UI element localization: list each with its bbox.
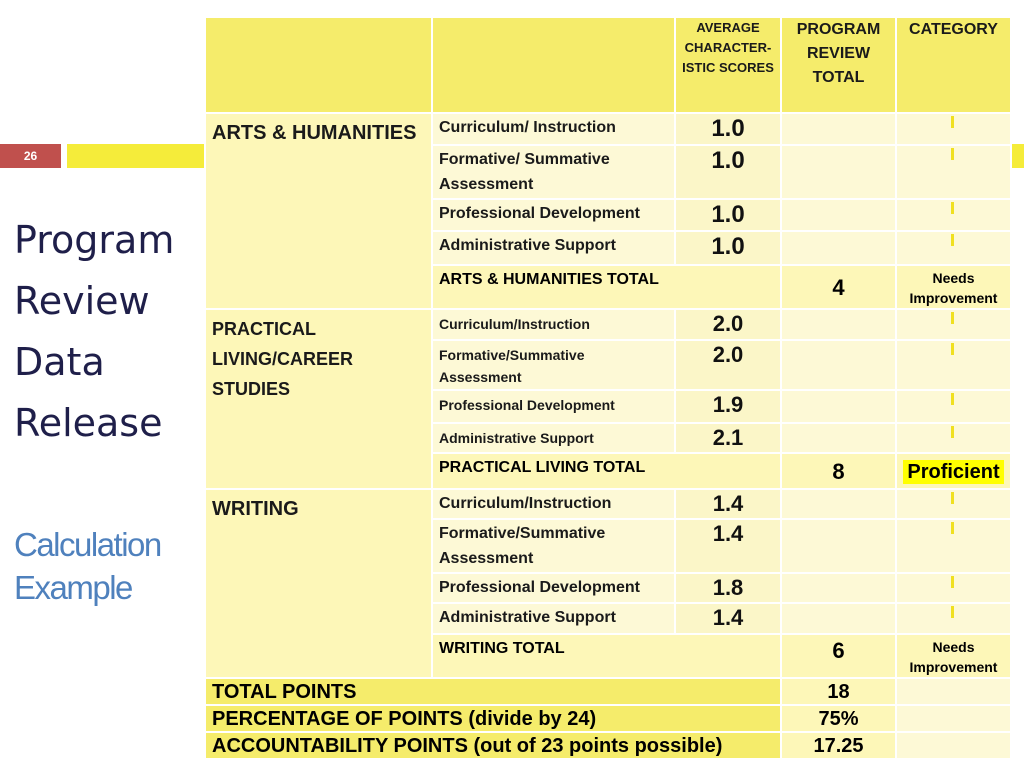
row-label: Professional Development (432, 390, 675, 423)
row-score: 1.4 (675, 519, 781, 573)
section-total-label: ARTS & HUMANITIES TOTAL (432, 265, 781, 309)
row-category-cell (896, 231, 1011, 265)
row-total-cell (781, 603, 896, 634)
row-score: 1.0 (675, 113, 781, 145)
title-line: Release (14, 401, 163, 445)
accent-band-right (1010, 144, 1024, 168)
row-label: Curriculum/ Instruction (432, 113, 675, 145)
title-line: Review (14, 279, 150, 323)
row-label: Professional Development (432, 573, 675, 603)
row-label: Administrative Support (432, 603, 675, 634)
subtitle-line: Example (14, 569, 132, 606)
row-total-cell (781, 573, 896, 603)
row-category-cell (896, 199, 1011, 231)
yellow-marker-icon (951, 576, 954, 588)
row-category-cell (896, 340, 1011, 390)
row-category-cell (896, 489, 1011, 519)
row-label: Formative/ Summative Assessment (432, 145, 675, 199)
row-label: Administrative Support (432, 231, 675, 265)
yellow-marker-icon (951, 202, 954, 214)
row-total-cell (781, 113, 896, 145)
row-score: 2.0 (675, 340, 781, 390)
row-score: 1.9 (675, 390, 781, 423)
section-category-cell (896, 453, 1011, 489)
row-score: 1.0 (675, 145, 781, 199)
header-avg-scores: AVERAGE CHARACTER-ISTIC SCORES (675, 17, 781, 113)
summary-value: 75% (781, 705, 896, 732)
section-name-arts: ARTS & HUMANITIES (205, 113, 432, 309)
slide-subtitle (14, 523, 199, 609)
section-name-writing: WRITING (205, 489, 432, 678)
yellow-marker-icon (951, 343, 954, 355)
yellow-marker-icon (951, 234, 954, 246)
row-total-cell (781, 309, 896, 340)
row-category-cell (896, 390, 1011, 423)
row-category-cell (896, 423, 1011, 453)
row-score: 2.0 (675, 309, 781, 340)
row-category-cell (896, 519, 1011, 573)
row-category-cell (896, 573, 1011, 603)
header-category: CATEGORY (896, 17, 1011, 113)
header-blank-section (205, 17, 432, 113)
summary-label: TOTAL POINTS (205, 678, 781, 705)
section-category: Needs Improvement (896, 634, 1011, 678)
section-total-value: 4 (781, 265, 896, 309)
program-review-table (204, 16, 1012, 760)
subtitle-line: Calculation (14, 526, 161, 563)
section-category: Needs Improvement (896, 265, 1011, 309)
summary-value: 17.25 (781, 732, 896, 759)
section-total-value: 8 (781, 453, 896, 489)
row-score: 1.8 (675, 573, 781, 603)
yellow-marker-icon (951, 492, 954, 504)
row-label: Curriculum/Instruction (432, 309, 675, 340)
section-name-practical-living: PRACTICAL LIVING/CAREER STUDIES (205, 309, 432, 489)
row-category-cell (896, 309, 1011, 340)
yellow-marker-icon (951, 426, 954, 438)
yellow-marker-icon (951, 148, 954, 160)
section-total-label: PRACTICAL LIVING TOTAL (432, 453, 781, 489)
summary-label: ACCOUNTABILITY POINTS (out of 23 points possible) (205, 732, 781, 759)
row-score: 1.4 (675, 603, 781, 634)
summary-blank (896, 732, 1011, 759)
row-category-cell (896, 145, 1011, 199)
row-total-cell (781, 340, 896, 390)
section-total-value: 6 (781, 634, 896, 678)
section-total-label: WRITING TOTAL (432, 634, 781, 678)
accent-band-left (67, 144, 204, 168)
summary-blank (896, 678, 1011, 705)
yellow-marker-icon (951, 606, 954, 618)
row-label: Professional Development (432, 199, 675, 231)
row-label: Formative/Summative Assessment (432, 519, 675, 573)
yellow-marker-icon (951, 522, 954, 534)
yellow-marker-icon (951, 393, 954, 405)
row-score: 1.0 (675, 231, 781, 265)
row-score: 2.1 (675, 423, 781, 453)
yellow-marker-icon (951, 312, 954, 324)
row-category-cell (896, 113, 1011, 145)
slide-title (14, 210, 199, 454)
row-total-cell (781, 489, 896, 519)
title-line: Data (14, 340, 105, 384)
slide-number: 26 (0, 144, 61, 168)
row-label: Formative/Summative Assessment (432, 340, 675, 390)
summary-blank (896, 705, 1011, 732)
row-label: Administrative Support (432, 423, 675, 453)
title-line: Program (14, 218, 175, 262)
row-total-cell (781, 519, 896, 573)
row-total-cell (781, 390, 896, 423)
summary-value: 18 (781, 678, 896, 705)
summary-label: PERCENTAGE OF POINTS (divide by 24) (205, 705, 781, 732)
row-total-cell (781, 199, 896, 231)
row-category-cell (896, 603, 1011, 634)
header-blank-item (432, 17, 675, 113)
yellow-marker-icon (951, 116, 954, 128)
row-total-cell (781, 231, 896, 265)
row-total-cell (781, 145, 896, 199)
row-score: 1.0 (675, 199, 781, 231)
row-label: Curriculum/Instruction (432, 489, 675, 519)
header-program-review-total: PROGRAM REVIEW TOTAL (781, 17, 896, 113)
row-score: 1.4 (675, 489, 781, 519)
row-total-cell (781, 423, 896, 453)
section-category: Proficient (903, 460, 1003, 484)
